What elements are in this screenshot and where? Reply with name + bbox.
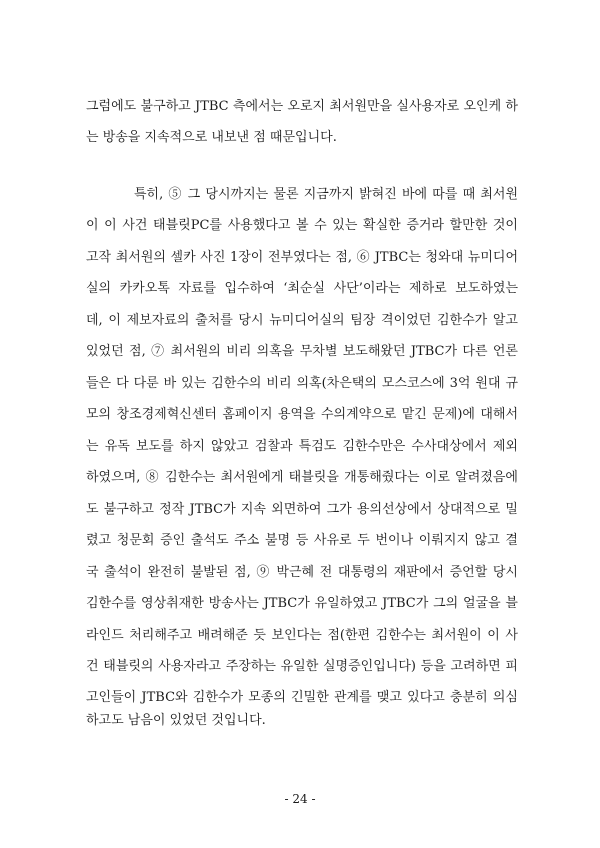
paragraph-1-line-1: 그럼에도 불구하고 JTBC 측에서는 오로지 최서원만을 실사용자로 오인케 하	[86, 99, 518, 114]
paragraph-2-line-12: 렸고 청문회 증인 출석도 주소 불명 등 사유로 두 번이나 이뤄지지 않고 결	[86, 533, 518, 548]
paragraph-2-line-8: 모의 창조경제혁신센터 홈페이지 용역을 수의계약으로 맡긴 문제)에 대해서	[86, 407, 518, 422]
paragraph-2-line-15: 라인드 처리해주고 배려해준 듯 보인다는 점(한편 김한수는 최서원이 이 사	[86, 628, 518, 643]
page-number: - 24 -	[284, 792, 316, 806]
paragraph-2-line-9: 는 유독 보도를 하지 않았고 검찰과 특검도 김한수만은 수사대상에서 제외	[86, 439, 518, 454]
paragraph-1-line-2: 는 방송을 지속적으로 내보낸 점 때문입니다.	[86, 130, 337, 145]
paragraph-2-line-5: 데, 이 제보자료의 출처를 당시 뉴미디어실의 팀장 격이었던 김한수가 알고	[86, 313, 518, 328]
paragraph-2-line-6: 있었던 점, ⑦ 최서원의 비리 의혹을 무차별 보도해왔던 JTBC가 다른 언론	[86, 344, 518, 359]
paragraph-2-line-16: 건 태블릿의 사용자라고 주장하는 유일한 실명증인입니다) 등을 고려하면 피	[86, 659, 518, 674]
paragraph-2-line-2: 이 이 사건 태블릿PC를 사용했다고 볼 수 있는 확실한 증거라 할만한 것이	[86, 218, 518, 233]
paragraph-2-line-18: 하고도 남음이 있었던 것입니다.	[86, 713, 266, 728]
paragraph-2-line-11: 도 불구하고 정작 JTBC가 지속 외면하여 그가 용의선상에서 상대적으로 밀	[86, 502, 518, 517]
paragraph-2-line-3: 고작 최서원의 셀카 사진 1장이 전부였다는 점, ⑥ JTBC는 청와대 뉴미디어	[86, 250, 518, 265]
paragraph-2-line-10: 하였으며, ⑧ 김한수는 최서원에게 태블릿을 개통해줬다는 이로 알려졌음에	[86, 470, 518, 485]
paragraph-2-line-17: 고인들이 JTBC와 김한수가 모종의 긴밀한 관계를 맺고 있다고 충분히 의심	[86, 690, 518, 705]
paragraph-2-line-13: 국 출석이 완전히 불발된 점, ⑨ 박근혜 전 대통령의 재판에서 증언할 당시	[86, 565, 518, 580]
paragraph-2-line-7: 들은 다 다룬 바 있는 김한수의 비리 의혹(차은택의 모스코스에 3억 원대 규	[86, 376, 518, 391]
paragraph-2-line-1: 특히, ⑤ 그 당시까지는 물론 지금까지 밝혀진 바에 따를 때 최서원	[134, 187, 518, 202]
paragraph-2-line-14: 김한수를 영상취재한 방송사는 JTBC가 유일하였고 JTBC가 그의 얼굴을 블	[86, 596, 518, 611]
paragraph-2-line-4: 실의 카카오톡 자료를 입수하여 ‘최순실 사단’이라는 제하로 보도하였는	[86, 281, 518, 296]
